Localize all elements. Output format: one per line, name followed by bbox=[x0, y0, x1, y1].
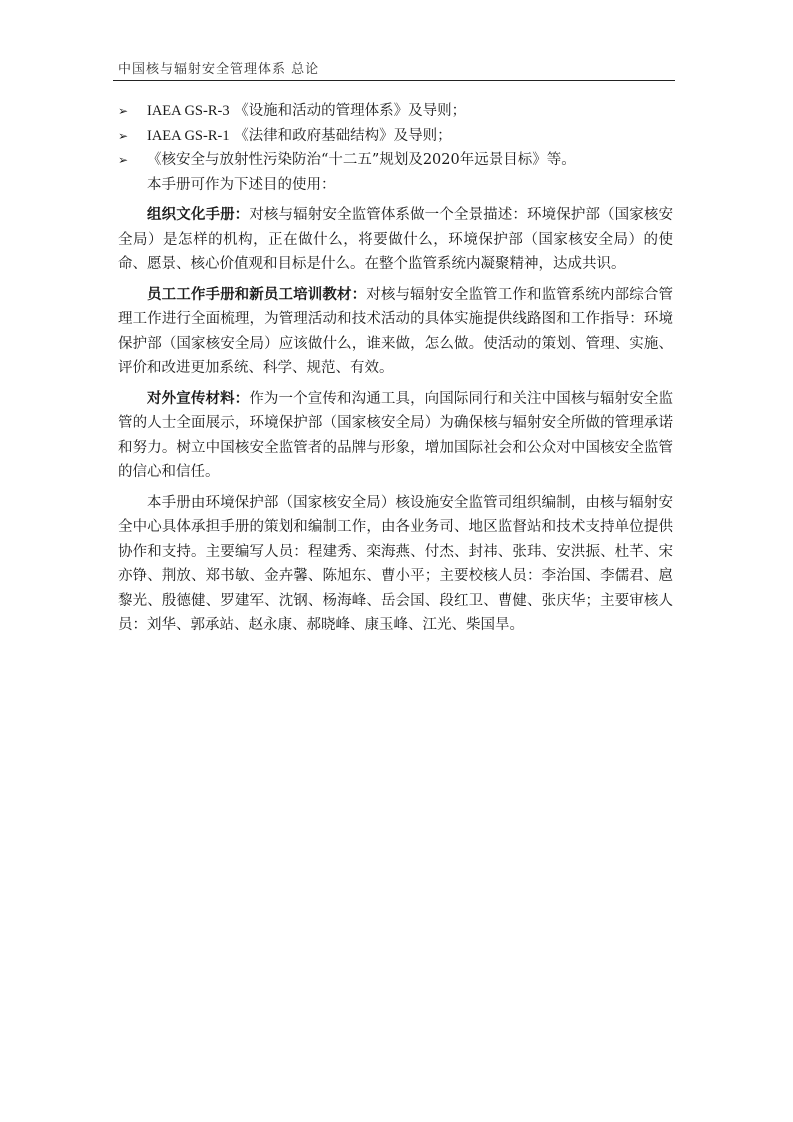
closing-paragraph: 本手册由环境保护部（国家核安全局）核设施安全监管司组织编制，由核与辐射安全中心具体承担手册的策划和编制工作，由各业务司、地区监督站和技术支持单位提供协作和支持。主要编写人员：程建秀、栾海燕、付杰、封祎、张玮、安洪振、杜芊、宋亦铮、荆放、郑书敏、金卉馨、陈旭东、曹小平；主要校核人员：李治国、李儒君、扈黎光、殷德健、罗建军、沈钢、杨海峰、岳会国、段红卫、曹健、张庆华；主要审核人员：刘华、郭承站、赵永康、郝晓峰、康玉峰、江光、柴国旱。 bbox=[118, 494, 673, 633]
purpose-paragraph-culture bbox=[118, 203, 673, 277]
arrow-bullet-icon: ➢ bbox=[118, 153, 129, 167]
header-divider bbox=[113, 80, 675, 81]
purpose-paragraph-staff bbox=[118, 283, 673, 381]
purpose-lead: 组织文化手册： bbox=[147, 207, 250, 223]
purpose-lead: 对外宣传材料： bbox=[147, 390, 250, 407]
reference-bullet bbox=[118, 124, 673, 149]
purpose-text: 对核与辐射安全监管体系做一个全景描述：环境保护部（国家核安全局）是怎样的机构，正在做什么，将要做什么，环境保护部（国家核安全局）的使命、愿景、核心价值观和目标是什么。在整个监管系统内凝聚精神，达成共识。 bbox=[118, 207, 674, 272]
arrow-bullet-icon: ➢ bbox=[118, 128, 129, 143]
reference-text: 《法律和政府基础结构》及导则； bbox=[234, 127, 452, 144]
intro-paragraph: 本手册可作为下述目的使用： bbox=[147, 176, 336, 193]
running-header: 中国核与辐射安全管理体系 总论 bbox=[118, 62, 320, 77]
purpose-lead: 员工工作手册和新员工培训教材： bbox=[147, 286, 367, 303]
purpose-paragraph-publicity bbox=[118, 387, 673, 485]
purpose-text: 作为一个宣传和沟通工具，向国际同行和关注中国核与辐射安全监管的人士全面展示，环境保护部（国家核安全局）为确保核与辐射安全所做的管理承诺和努力。树立中国核安全监管者的品牌与形象，增加国际社会和公众对中国核安全监管的信心和信任。 bbox=[118, 390, 674, 480]
reference-bullet bbox=[118, 99, 673, 124]
purpose-text: 对核与辐射安全监管工作和监管系统内部综合管理工作进行全面梳理，为管理活动和技术活动的具体实施提供线路图和工作指导：环境保护部（国家核安全局）应该做什么，谁来做，怎么做。使活动的策划、管理、实施、评价和改进更加系统、科学、规范、有效。 bbox=[118, 286, 674, 376]
arrow-bullet-icon: ➢ bbox=[118, 104, 129, 118]
reference-text: 《核安全与放射性污染防治“十二五”规划及2020年远景目标》等。 bbox=[147, 152, 576, 168]
reference-bullet bbox=[118, 148, 673, 173]
reference-code: IAEA GS-R-3 bbox=[147, 103, 230, 119]
reference-code: IAEA GS-R-1 bbox=[147, 127, 230, 144]
reference-text: 《设施和活动的管理体系》及导则； bbox=[234, 103, 467, 119]
body-text bbox=[118, 99, 673, 638]
